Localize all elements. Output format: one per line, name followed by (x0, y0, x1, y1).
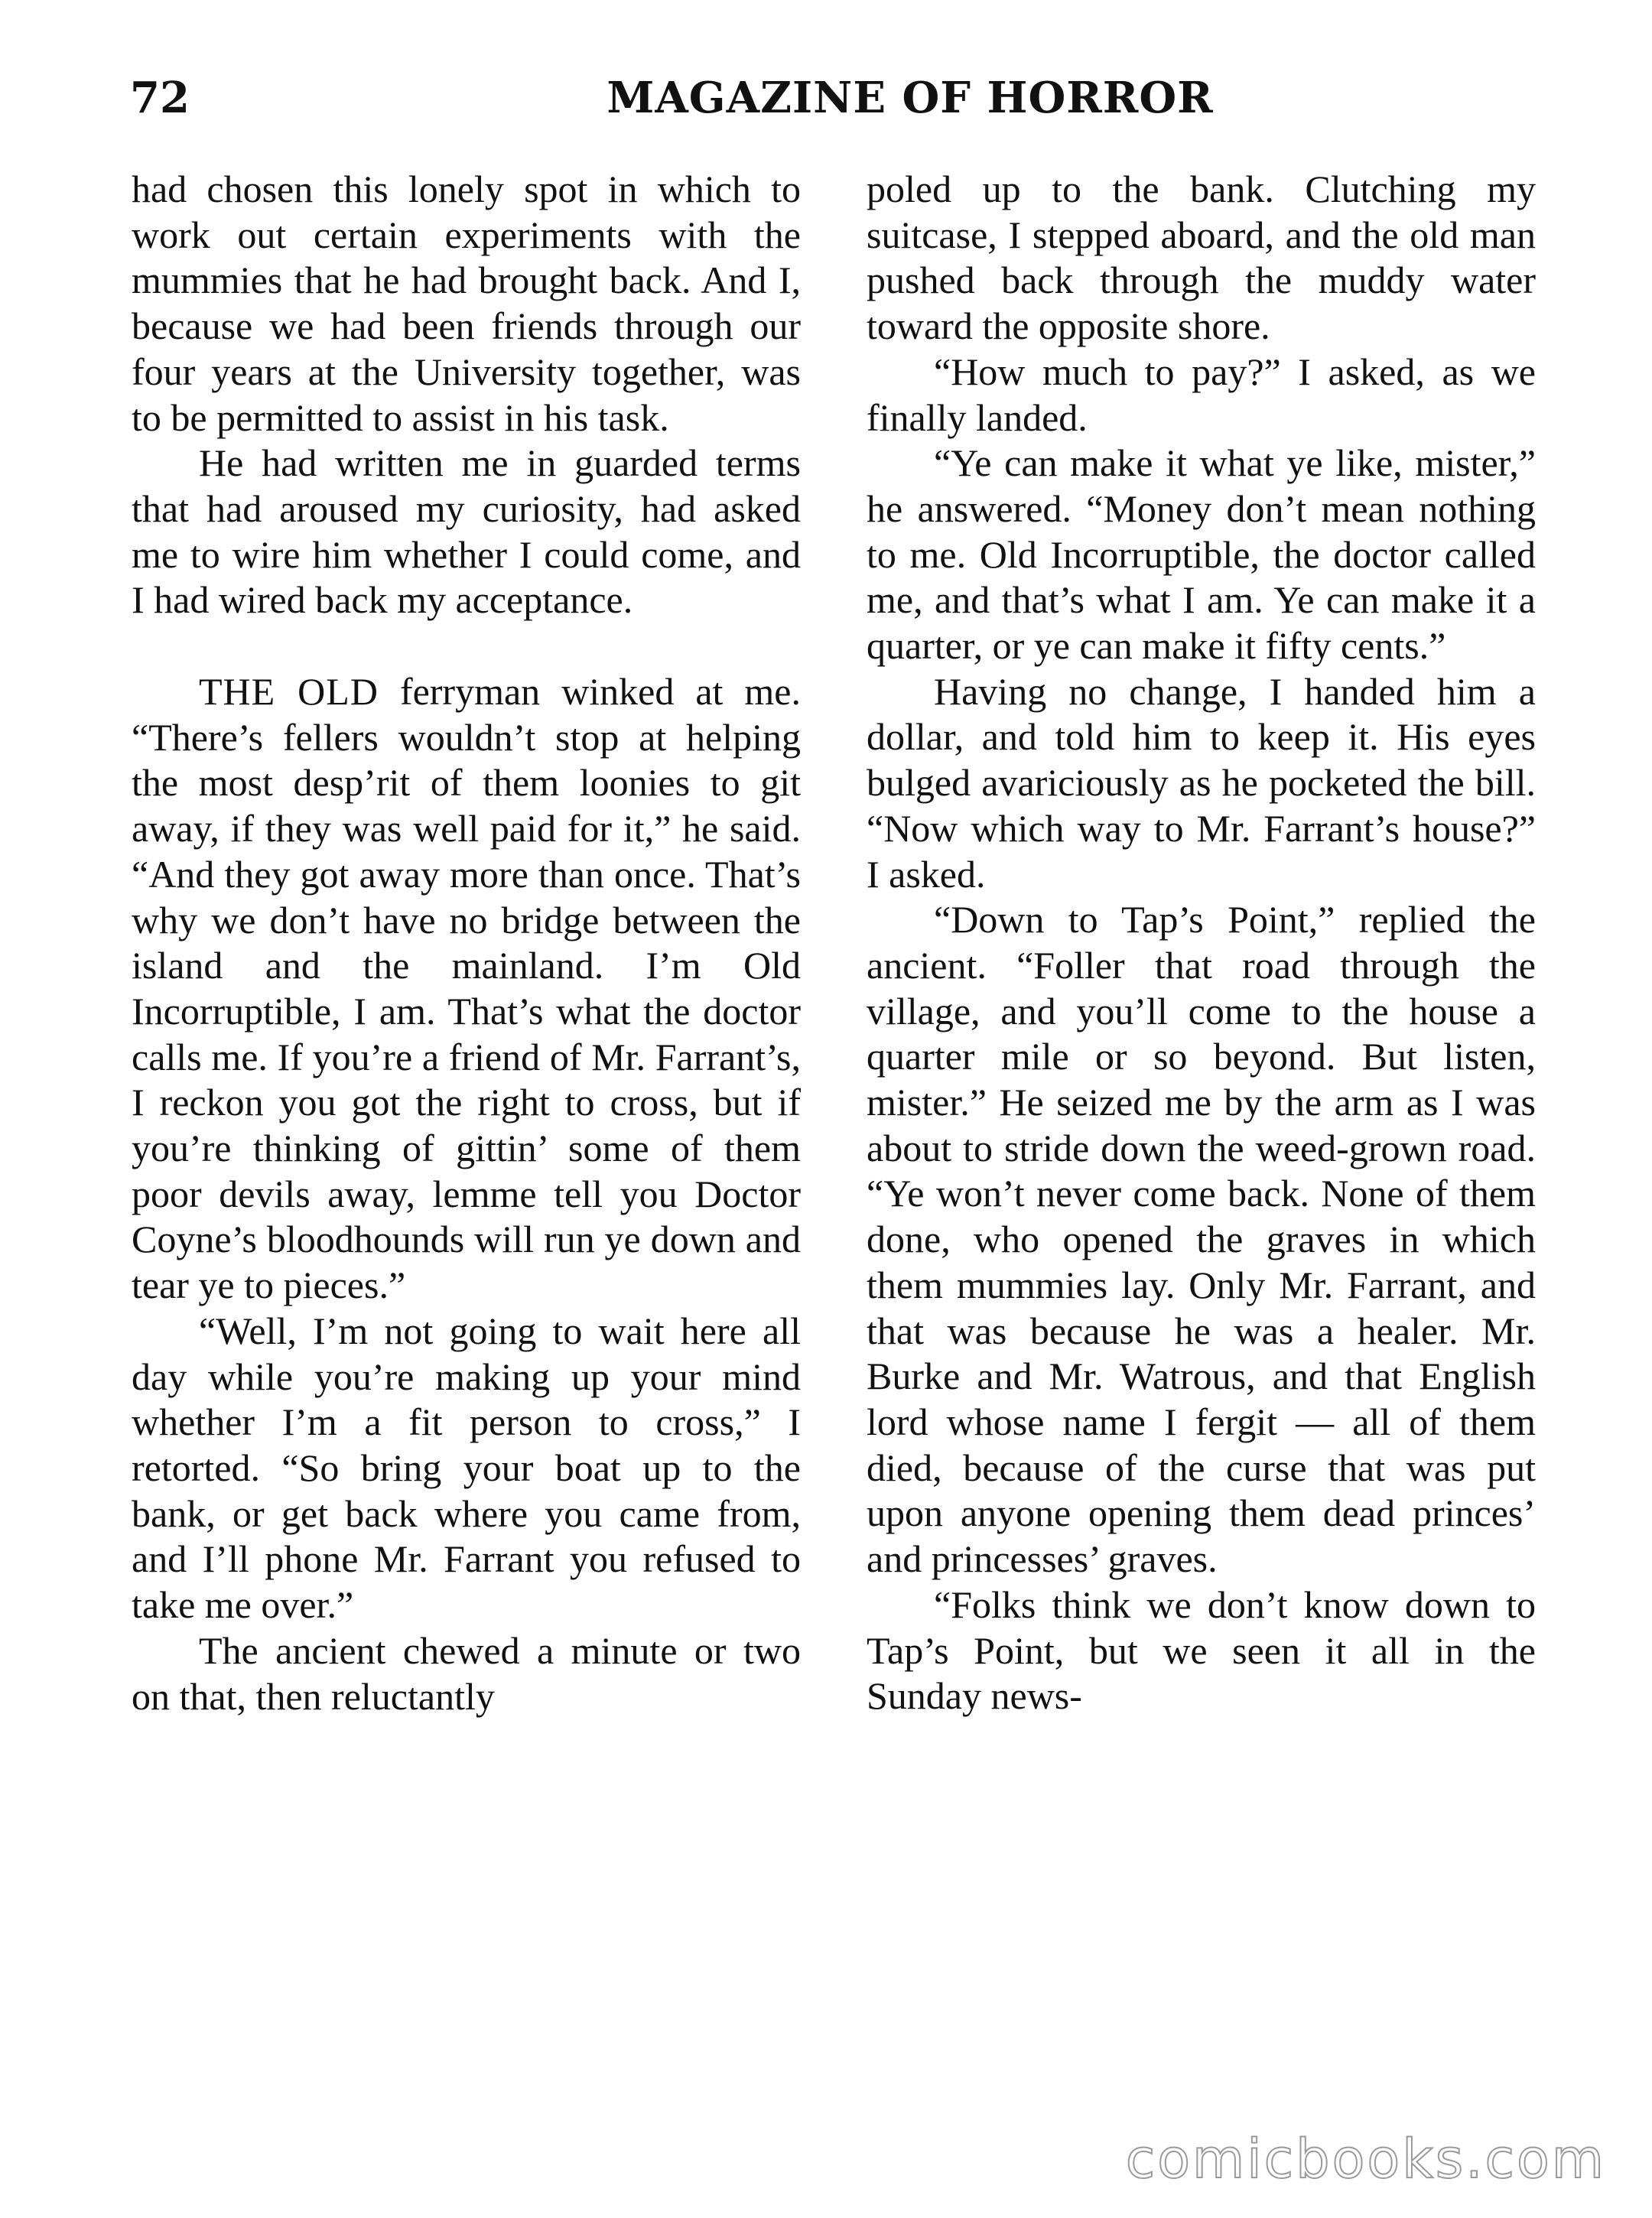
right-paragraph-4: Having no change, I handed him a dollar, and told him to keep it. His eyes bulged avariciously as he pocketed the bill. “Now which way to Mr. Farrant’s house?” I asked. (867, 669, 1536, 896)
left-paragraph-5: The ancient chewed a minute or two on that, then reluctantly (132, 1628, 801, 1718)
right-paragraph-5: “Down to Tap’s Point,” replied the ancient. “Foller that road through the village, and you’ll come to the house a quarter mile or so beyond. But listen, mister.” He seized me by the arm as I was about to stride down the weed-grown road. “Ye won’t never come back. None of them done, who opened the graves in which them mummies lay. Only Mr. Farrant, and that was because he was a healer. Mr. Burke and Mr. Watrous, and that English lord whose name I fergit — all of them died, because of the curse that was put upon anyone opening them dead princes’ and princesses’ graves. (867, 898, 1536, 1581)
left-paragraph-3-text: ferryman winked at me. “There’s fellers wouldn’t stop at helping the most desp’rit of them loonies to git away, if they was well paid for it,” he said. “And they got away more than once. That’s why we don’t have no bridge between the island and the mainland. I’m Old Incorruptible, I am. That’s what the doctor calls me. If you’re a friend of Mr. Farrant’s, I reckon you got the right to cross, but if you’re thinking of gittin’ some of them poor devils away, lemme tell you Doctor Coyne’s bloodhounds will run ye down and tear ye to pieces.” (132, 670, 801, 1307)
right-paragraph-6: “Folks think we don’t know down to Tap’s Point, but we seen it all in the Sunday news- (867, 1582, 1536, 1718)
watermark: comicbooks.com (1125, 2128, 1606, 2190)
right-paragraph-3: “Ye can make it what ye like, mister,” he answered. “Money don’t mean nothing to me. Old Incorruptible, the doctor called me, and that’s what I am. Ye can make it a quarter, or ye can make it fifty cents.” (867, 441, 1536, 668)
section-lead-in: THE OLD (199, 670, 379, 714)
left-paragraph-3 (132, 669, 801, 1309)
left-paragraph-1: had chosen this lonely spot in which to work out certain experiments with the mummies that he had brought back. And I, because we had been friends through our four years at the University together, was to be permitted to assist in his task. (132, 167, 801, 439)
right-paragraph-1: poled up to the bank. Clutching my suitcase, I stepped aboard, and the old man pushed back through the muddy water toward the opposite shore. (867, 167, 1536, 348)
right-paragraph-2: “How much to pay?” I asked, as we finally landed. (867, 350, 1536, 439)
page-number: 72 (130, 73, 190, 123)
left-paragraph-2: He had written me in guarded terms that had aroused my curiosity, had asked me to wire him whether I could come, and I had wired back my acceptance. (132, 441, 801, 622)
left-paragraph-4: “Well, I’m not going to wait here all day while you’re making up your mind whether I’m a fit person to cross,” I retorted. “So bring your boat up to the bank, or get back where you came from, and I’ll phone Mr. Farrant you refused to take me over.” (132, 1309, 801, 1627)
page-header (130, 73, 1545, 149)
right-column (867, 167, 1536, 2132)
running-head: MAGAZINE OF HORROR (606, 73, 1214, 123)
left-column (132, 167, 801, 2132)
